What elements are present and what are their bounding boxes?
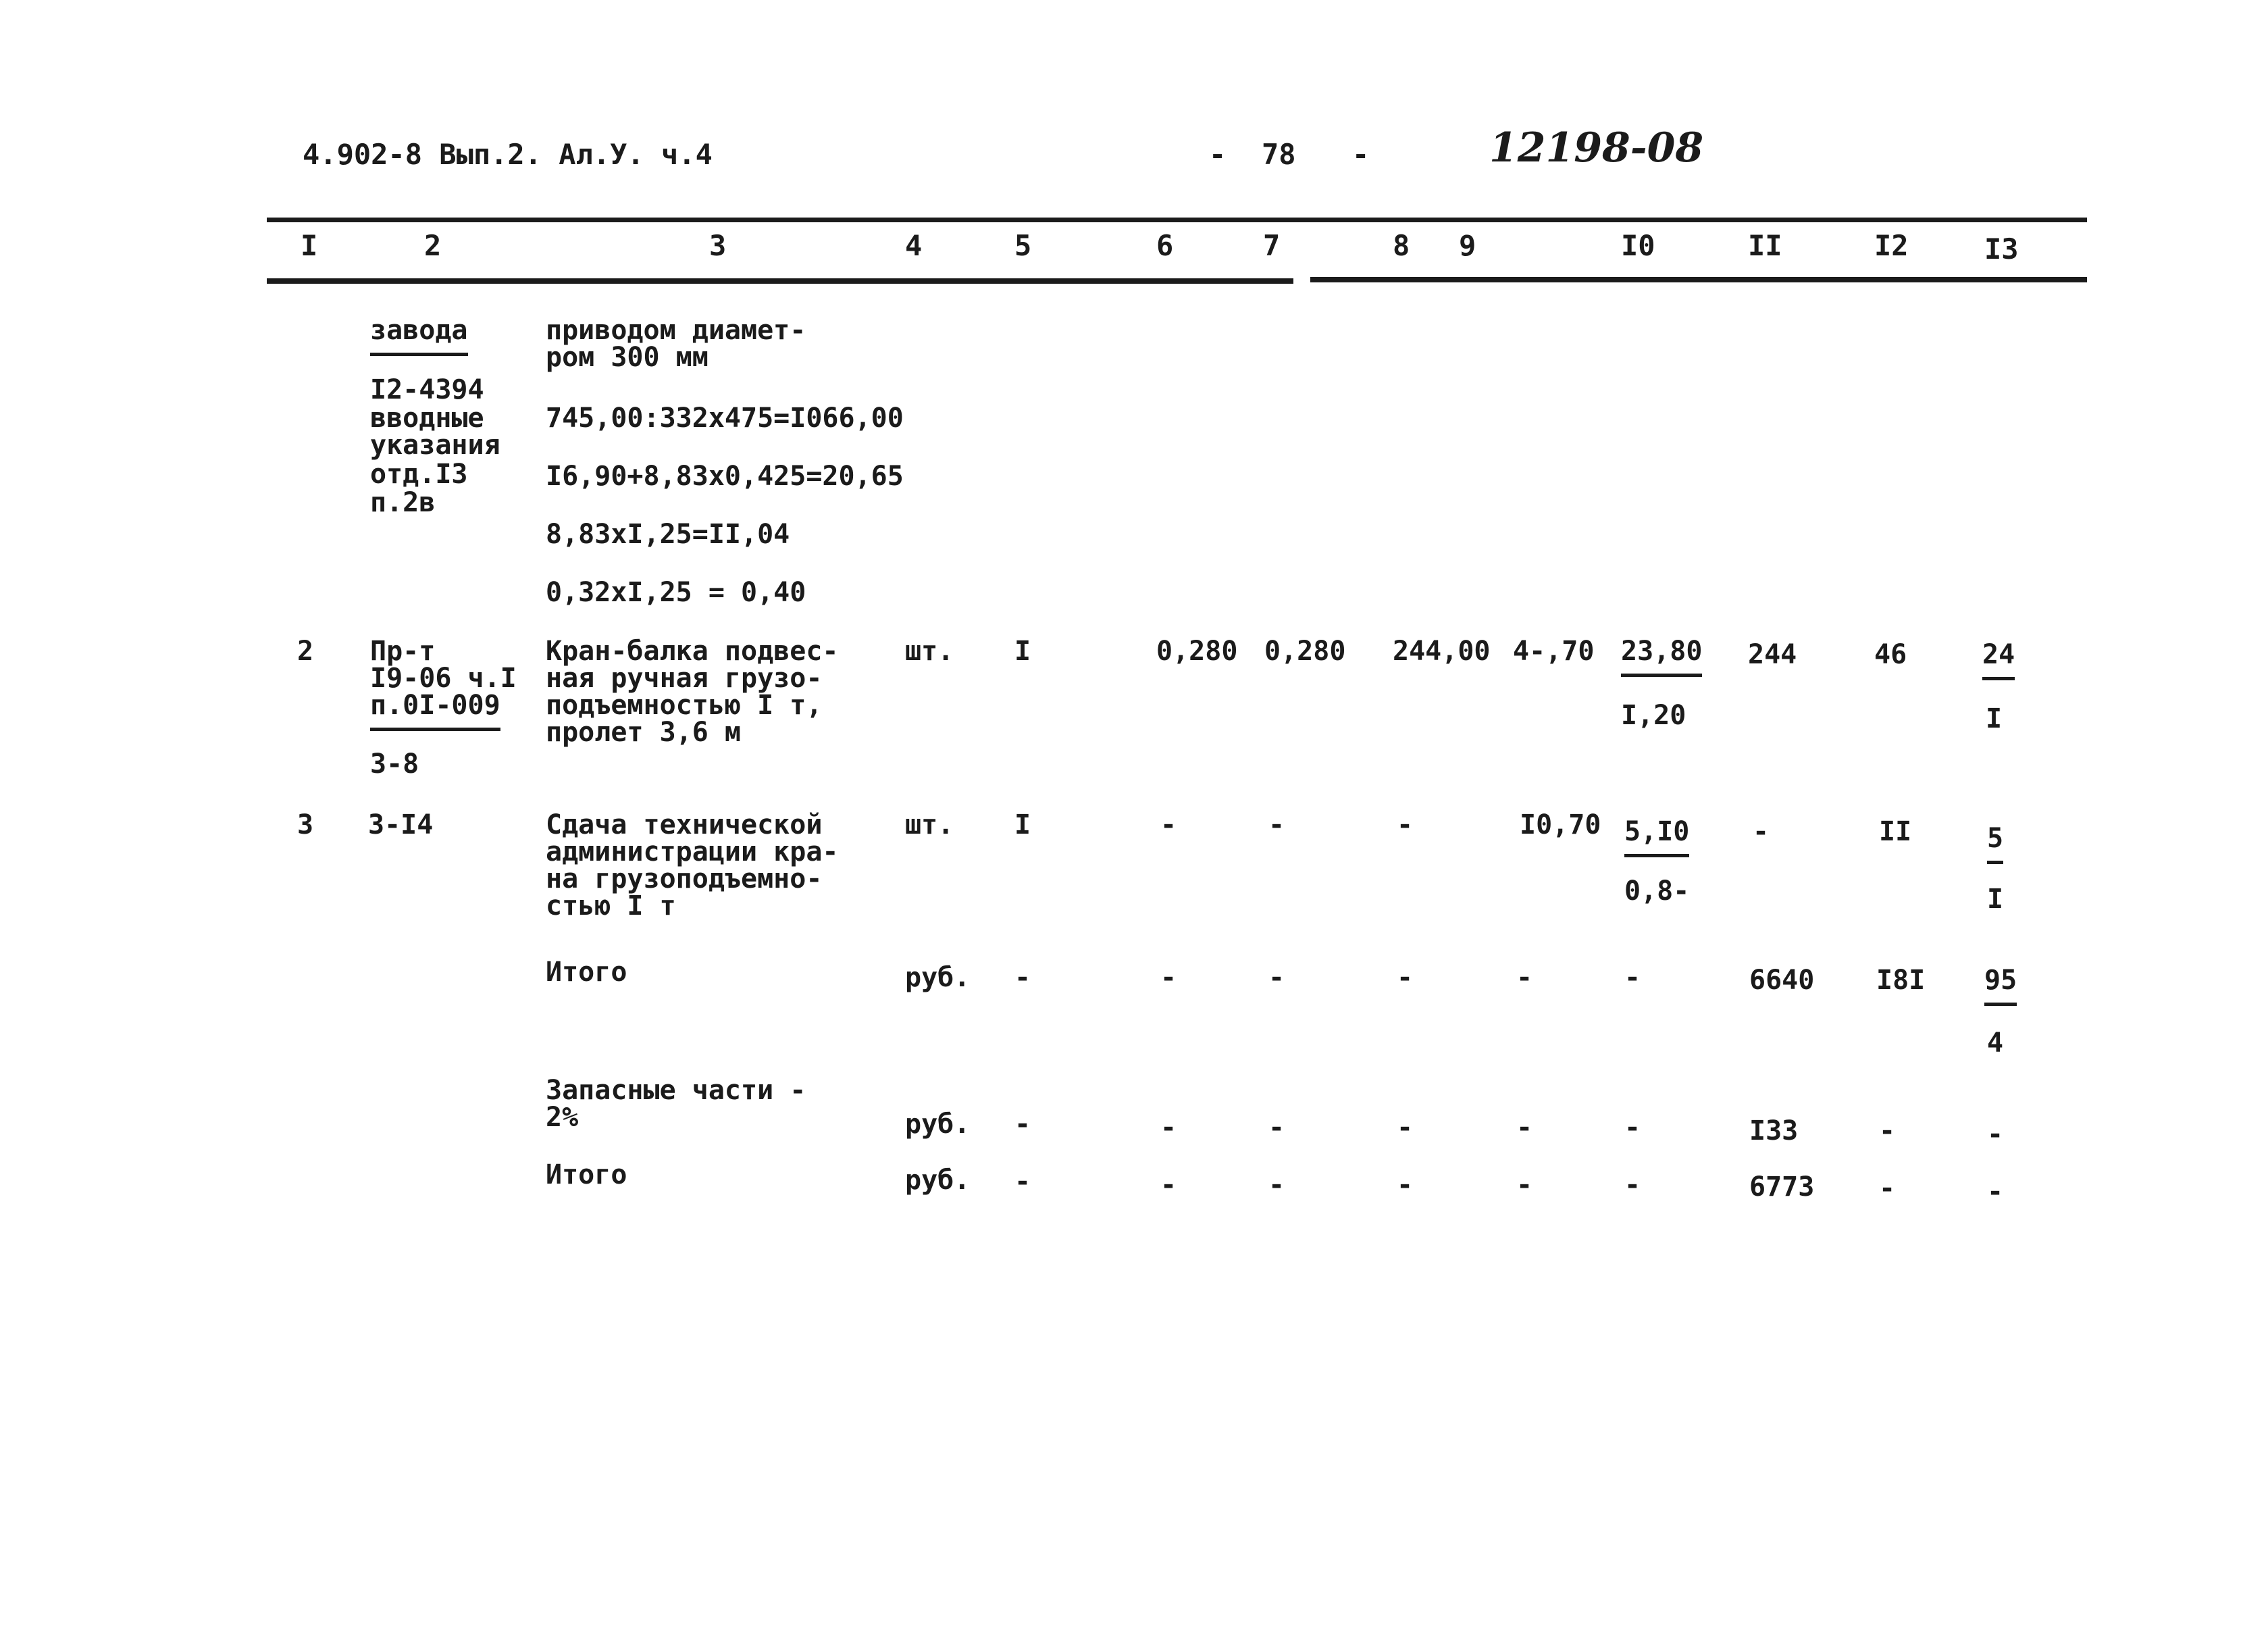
description-line-3: на грузоподъемно- (546, 863, 823, 894)
value-col-13-top-text: 5 (1987, 823, 2003, 864)
dash-col-10: - (1624, 1169, 1641, 1200)
col-header-7: 7 (1263, 229, 1281, 262)
col-header-9: 9 (1459, 229, 1476, 262)
dash-col-7: - (1268, 962, 1285, 993)
quantity: I (1014, 636, 1031, 667)
source-note-2: указания (370, 430, 500, 461)
source-line-3 (370, 690, 500, 721)
col-header-4: 4 (905, 229, 923, 262)
unit: руб. (905, 1109, 971, 1140)
dash-left: - (1209, 138, 1227, 171)
source-label (370, 315, 468, 346)
dash-col-9: - (1516, 962, 1533, 993)
quantity: I (1014, 809, 1031, 840)
dash-col-6: - (1160, 1169, 1177, 1200)
value-col-12: 46 (1874, 639, 1907, 670)
value-col-10-bottom: I,20 (1621, 700, 1686, 731)
value-col-10-top (1624, 816, 1690, 847)
value-col-13-top (1982, 639, 2015, 670)
spares-label-line-1: Запасные части - (546, 1075, 806, 1106)
value-col-7: 0,280 (1264, 636, 1346, 667)
value-col-8: 244,00 (1393, 636, 1491, 667)
col-header-2: 2 (424, 229, 442, 262)
dash-col-10: - (1624, 962, 1641, 993)
value-col-11: 6773 (1749, 1171, 1815, 1203)
value-col-11: 6640 (1749, 965, 1815, 996)
value-col-12: - (1879, 1173, 1896, 1204)
page-number: 78 (1262, 138, 1296, 171)
description-line-1: Сдача технической (546, 809, 823, 840)
source-code: 3-I4 (368, 809, 434, 840)
value-col-6: 0,280 (1156, 636, 1238, 667)
source-note-3: отд.I3 (370, 459, 468, 490)
table-top-rule (267, 218, 2087, 222)
col-header-8: 8 (1393, 229, 1410, 262)
table-header-bottom-rule-right (1310, 277, 2087, 282)
value-col-10-top (1621, 636, 1703, 667)
description-line-4: стью I т (546, 890, 676, 921)
unit: руб. (905, 1165, 971, 1196)
source-code: 3-8 (370, 749, 419, 780)
dash-col-6: - (1160, 1112, 1177, 1143)
value-col-6: - (1160, 809, 1177, 840)
col-header-3: 3 (709, 229, 727, 262)
value-col-13: - (1987, 1119, 2004, 1150)
row-number: 3 (297, 809, 314, 840)
col-header-13: I3 (1984, 232, 2019, 266)
value-col-12: II (1879, 816, 1912, 847)
unit: шт. (905, 636, 954, 667)
dash-col-10: - (1624, 1112, 1641, 1143)
table-header-bottom-rule-left (267, 278, 1293, 284)
total-label: Итого (546, 957, 627, 988)
description-line-4: пролет 3,6 м (546, 717, 741, 748)
value-col-13-bottom: 4 (1987, 1028, 2004, 1059)
description-line-1: приводом диамет- (546, 315, 806, 346)
source-code: I2-4394 (370, 374, 484, 405)
stamp-number: 12198-08 (1489, 124, 1704, 172)
source-note-4: п.2в (370, 487, 436, 518)
dash-col-8: - (1397, 1169, 1414, 1200)
value-col-12: - (1879, 1115, 1896, 1146)
source-line: завода (370, 315, 468, 356)
dash-col-8: - (1397, 1112, 1414, 1143)
value-col-13-bottom: I (1986, 703, 2003, 734)
calc-line-2: I6,90+8,83x0,425=20,65 (546, 461, 904, 492)
value-col-11: 244 (1748, 639, 1797, 670)
unit: руб. (905, 962, 971, 993)
source-note-1: вводные (370, 403, 484, 434)
value-col-13-bottom: I (1987, 884, 2004, 915)
value-col-8: - (1397, 809, 1414, 840)
col-header-5: 5 (1014, 229, 1032, 262)
dash-col-9: - (1516, 1112, 1533, 1143)
value-col-7: - (1268, 809, 1285, 840)
value-col-9: 4-,70 (1513, 636, 1595, 667)
value-col-10-top-text: 5,I0 (1624, 816, 1689, 857)
unit: шт. (905, 809, 954, 840)
dash-col-6: - (1160, 962, 1177, 993)
calc-line-3: 8,83xI,25=II,04 (546, 519, 790, 550)
dash-col-7: - (1268, 1112, 1285, 1143)
col-header-6: 6 (1156, 229, 1174, 262)
calc-line-4: 0,32xI,25 = 0,40 (546, 577, 806, 608)
value-col-9: I0,70 (1520, 809, 1601, 840)
dash-col-5: - (1014, 1166, 1031, 1197)
value-col-13: - (1987, 1176, 2004, 1207)
value-col-13-top-text: 24 (1982, 639, 2015, 680)
description-line-2: администрации кра- (546, 836, 839, 867)
col-header-12: I2 (1874, 229, 1909, 262)
dash-col-8: - (1397, 962, 1414, 993)
row-number: 2 (297, 636, 314, 667)
description-line-2: ром 300 мм (546, 342, 708, 373)
col-header-1: I (301, 229, 318, 262)
dash-col-9: - (1516, 1169, 1533, 1200)
source-line-2: I9-06 ч.I (370, 663, 517, 694)
value-col-11: - (1753, 816, 1770, 847)
value-col-13-top-text: 95 (1984, 965, 2017, 1006)
value-col-10-top-text: 23,80 (1621, 636, 1702, 677)
spares-label-line-2: 2% (546, 1102, 579, 1133)
description-line-1: Кран-балка подвес- (546, 636, 839, 667)
value-col-12: I8I (1876, 965, 1926, 996)
source-line-3-text: п.0I-009 (370, 690, 500, 731)
dash-col-5: - (1014, 962, 1031, 993)
source-line-1: Пр-т (370, 636, 436, 667)
calc-line-1: 745,00:332x475=I066,00 (546, 403, 904, 434)
col-header-11: II (1748, 229, 1782, 262)
dash-right: - (1352, 138, 1370, 171)
dash-col-5: - (1014, 1109, 1031, 1140)
description-line-2: ная ручная грузо- (546, 663, 823, 694)
value-col-10-bottom: 0,8- (1624, 876, 1690, 907)
dash-col-7: - (1268, 1169, 1285, 1200)
value-col-13-top (1987, 823, 2004, 854)
value-col-13-top (1984, 965, 2017, 996)
value-col-11: I33 (1749, 1115, 1799, 1146)
col-header-10: I0 (1621, 229, 1655, 262)
description-line-3: подъемностью I т, (546, 690, 823, 721)
total-label: Итого (546, 1159, 627, 1190)
doc-reference: 4.902-8 Вып.2. Ал.У. ч.4 (303, 138, 713, 171)
